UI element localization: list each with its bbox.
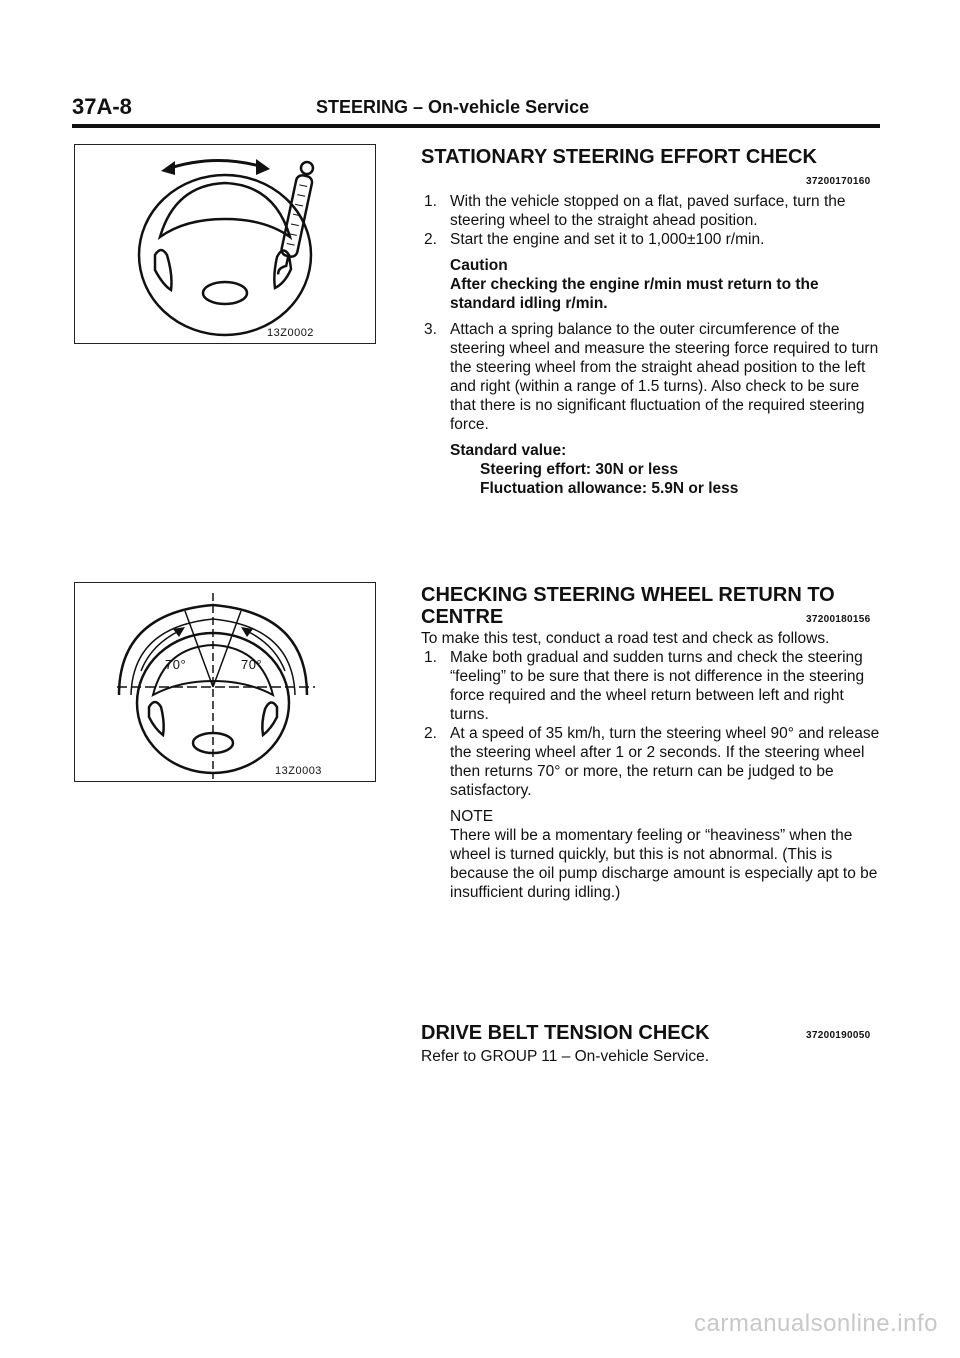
caution-block — [450, 256, 882, 313]
figure-wheel-return — [74, 582, 376, 782]
header-rule — [72, 124, 880, 128]
section-body: Refer to GROUP 11 – On-vehicle Service. — [421, 1048, 710, 1065]
step-text: With the vehicle stopped on a flat, paved surface, turn the steering wheel to the straight ahead position. — [450, 193, 846, 229]
angle-label-left: 70° — [165, 657, 187, 672]
step-2 — [424, 724, 882, 800]
standard-value-block — [450, 441, 882, 498]
page-header — [316, 97, 589, 118]
steering-wheel-spring-balance-illustration — [75, 145, 375, 343]
caution-text: After checking the engine r/min must return to the standard idling r/min. — [450, 276, 819, 312]
step-1 — [424, 192, 882, 230]
figure-code: 13Z0003 — [275, 765, 322, 777]
step-number: 1. — [424, 649, 437, 666]
watermark: carmanualsonline.info — [694, 1310, 938, 1337]
reference-code: 37200190050 — [806, 1030, 871, 1041]
section-title: STATIONARY STEERING EFFORT CHECK — [421, 146, 817, 168]
section-subtitle: – On-vehicle Service — [413, 97, 590, 117]
section-title: CHECKING STEERING WHEEL RETURN TO — [421, 584, 835, 606]
section-name: STEERING — [316, 97, 409, 117]
figure-spring-balance — [74, 144, 376, 344]
caution-label: Caution — [450, 257, 508, 274]
step-3 — [424, 320, 882, 434]
step-number: 2. — [424, 231, 437, 248]
step-text: At a speed of 35 km/h, turn the steering wheel 90° and release the steering wheel after 1 or 2 seconds. If the steering wheel then returns 70° or more, the return can be judged to be satisfactory. — [450, 725, 880, 799]
step-1 — [424, 648, 882, 724]
page-number: 37A-8 — [72, 94, 132, 119]
note-text: There will be a momentary feeling or “heaviness” when the wheel is turned quickly, but this is not abnormal. (This is because the oil pump discharge amount is especially apt to be insufficient during idling.) — [450, 827, 878, 901]
section-title: DRIVE BELT TENSION CHECK — [421, 1022, 710, 1044]
section-title-line2: CENTRE — [421, 606, 504, 628]
step-text: Attach a spring balance to the outer circumference of the steering wheel and measure the steering force required to turn the steering wheel from the straight ahead position to the left and right (within a range of 1.5 turns). Also check to be sure that there is no significant fluctuation of the required steering force. — [450, 321, 879, 433]
figure-code: 13Z0002 — [267, 327, 314, 339]
step-text: Make both gradual and sudden turns and check the steering “feeling” to be sure that there is not difference in the steering force required and the wheel return between left and right turns. — [450, 649, 865, 723]
reference-code: 37200180156 — [806, 614, 871, 625]
section-body — [424, 192, 882, 498]
intro-text: To make this test, conduct a road test and check as follows. — [421, 630, 830, 647]
reference-code: 37200170160 — [806, 176, 871, 187]
standard-label: Standard value: — [450, 442, 567, 459]
steering-wheel-return-angle-illustration — [75, 583, 375, 781]
note-label: NOTE — [450, 808, 494, 825]
note-block — [450, 807, 882, 902]
step-number: 2. — [424, 725, 437, 742]
standard-value: Fluctuation allowance: 5.9N or less — [480, 480, 739, 497]
step-number: 3. — [424, 321, 437, 338]
standard-value: Steering effort: 30N or less — [480, 461, 679, 478]
section-body — [421, 629, 882, 902]
angle-label-right: 70° — [241, 657, 263, 672]
step-2 — [424, 230, 882, 249]
step-number: 1. — [424, 193, 437, 210]
step-text: Start the engine and set it to 1,000±100 r/min. — [450, 231, 765, 248]
